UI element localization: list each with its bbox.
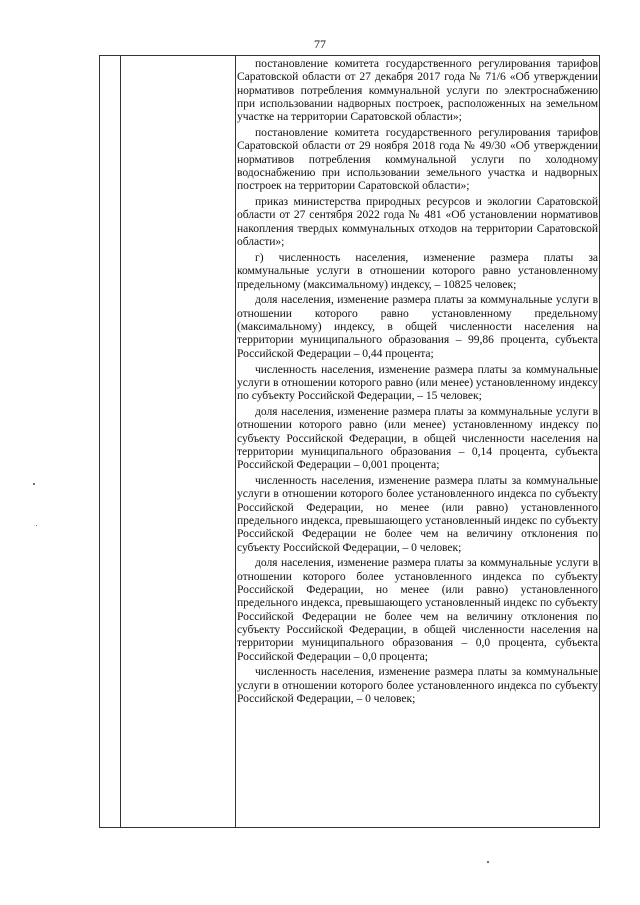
paragraph-1: постановление комитета государственного регулирования тарифов Саратовской области от 27 декабря 2017 года № 71/6 «Об утверждении нормативов потребления коммунальной услуги по электроснабжению при использовании надворных построек, расположенных на земельном участке на территории Саратовской области»;	[237, 57, 598, 124]
column-divider-2	[235, 56, 236, 827]
paragraph-10: численность населения, изменение размера платы за коммунальные услуги в отношении которого более установленного индекса по субъекту Российской Федерации, – 0 человек;	[237, 665, 598, 705]
paragraph-4: г) численность населения, изменение размера платы за коммунальные услуги в отношении которого равно установленному предельному (максимальному) индексу, – 10825 человек;	[237, 250, 598, 291]
scan-speck	[487, 861, 489, 863]
column-divider-1	[120, 56, 121, 827]
table-cell-text	[237, 57, 599, 708]
paragraph-7: доля населения, изменение размера платы за коммунальные услуги в отношении которого равно (или менее) установленному индексу по субъекту Российской Федерации, в общей численности населения на территории муниципального образования – 0,14 процента, субъекта Российской Федерации – 0,001 процента;	[237, 404, 598, 472]
paragraph-3: приказ министерства природных ресурсов и экологии Саратовской области от 27 сентября 2022 года № 481 «Об установлении нормативов накопления твердых коммунальных отходов на территории Саратовской области»;	[237, 195, 598, 249]
table-frame	[99, 55, 600, 828]
scan-speck	[36, 525, 37, 526]
paragraph-5: доля населения, изменение размера платы за коммунальные услуги в отношении которого равно установленному предельному (максимальному) индексу, в общей численности населения на территории муниципального образования – 99,86 процента, субъекта Российской Федерации – 0,44 процента;	[237, 293, 598, 360]
paragraph-8: численность населения, изменение размера платы за коммунальные услуги в отношении которого более установленного индекса по субъекту Российской Федерации, но менее (или равно) установленного предельного индекса, превышающего установленный индекс по субъекту Российской Федерации не более чем на величину отклонения по субъекту Российской Федерации, – 0 человек;	[237, 474, 598, 554]
paragraph-6: численность населения, изменение размера платы за коммунальные услуги в отношении которого равно (или менее) установленному индексу по субъекту Российской Федерации, – 15 человек;	[237, 362, 598, 403]
scan-speck	[33, 483, 35, 485]
paragraph-9: доля населения, изменение размера платы за коммунальные услуги в отношении которого более установленного индекса по субъекту Российской Федерации, но менее (или равно) установленного предельного индекса, превышающего установленный индекс по субъекту Российской Федерации не более чем на величину отклонения по субъекту Российской Федерации, в общей численности населения на территории муниципального образования – 0,0 процента, субъекта Российской Федерации – 0,0 процента;	[237, 556, 598, 663]
paragraph-2: постановление комитета государственного регулирования тарифов Саратовской области от 29 ноября 2018 года № 49/30 «Об утверждении нормативов потребления коммунальной услуги по холодному водоснабжению при использовании земельного участка и надворных построек на территории Саратовской области»;	[237, 126, 598, 193]
page-number: 77	[314, 37, 326, 51]
